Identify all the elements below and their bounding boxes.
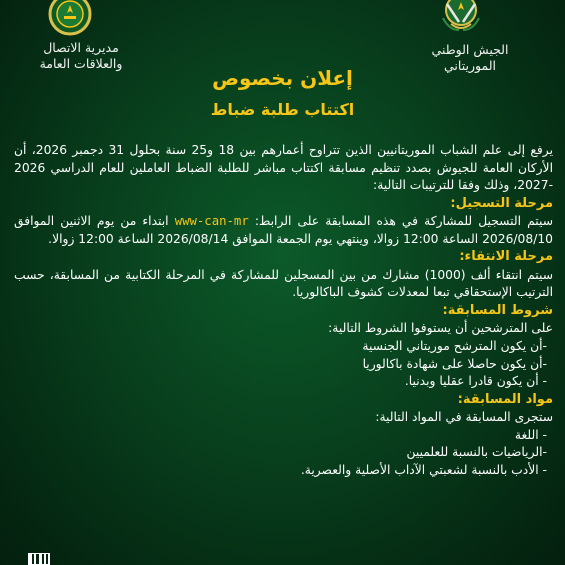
registration-paragraph xyxy=(14,213,553,248)
registration-heading: مرحلة التسجيل: xyxy=(450,195,553,211)
announcement-title: إعلان بخصوص xyxy=(212,66,353,90)
selection-heading: مرحلة الانتقاء: xyxy=(459,249,553,265)
directorate-emblem-icon xyxy=(40,0,100,38)
condition-item: -أن يكون حاصلا على شهادة باكالوريا xyxy=(362,356,547,371)
announcement-body xyxy=(14,142,553,480)
army-name-line-1: الجيش الوطني xyxy=(431,42,509,57)
announcement-subtitle: اكتتاب طلبة ضباط xyxy=(210,100,355,119)
conditions-heading: شروط المسابقة: xyxy=(442,302,553,318)
selection-paragraph: سيتم انتقاء ألف (1000) مشارك من بين المسجلين للمشاركة في المرحلة الكتابية من المسابقة، حسب الترتيب الإستحقاقي تبعا لمعدلات كشوف الباكالوريا. xyxy=(14,267,554,300)
directorate-name-line-1: مديرية الاتصال xyxy=(43,40,119,55)
registration-link[interactable]: www-can-mr xyxy=(174,214,249,229)
condition-item: - أن يكون قادرا عقليا وبدنيا. xyxy=(404,374,547,389)
subjects-heading: مواد المسابقة: xyxy=(457,391,553,407)
subject-item: - اللغة xyxy=(514,427,547,442)
army-name-line-2: الموريتاني xyxy=(444,58,496,73)
subjects-intro: ستجرى المسابقة في المواد التالية: xyxy=(375,410,553,425)
condition-item: -أن يكون المترشح موريتاني الجنسية xyxy=(362,338,547,353)
subject-item: -الرياضيات بالنسبة للعلميين xyxy=(406,445,547,460)
qr-code-icon xyxy=(28,553,50,565)
conditions-intro: على المترشحين أن يستوفوا الشروط التالية: xyxy=(328,321,553,336)
subject-item: - الأدب بالنسبة لشعبتي الآداب الأصلية والعصرية. xyxy=(300,462,547,477)
intro-paragraph: يرفع إلى علم الشباب الموريتانيين الذين تتراوح أعمارهم بين 18 و25 سنة بحلول 31 دجمبر 2026، أن الأركان العامة للجيوش بصدد تنظيم مسابقة اكتتاب مباشر للطلبة الضباط العاملين للعام الدراسي 2026 -2027، وذلك وفقا للترتيبات التالية: xyxy=(14,143,553,193)
directorate-name-line-2: والعلاقات العامة xyxy=(39,56,123,71)
army-emblem-icon xyxy=(429,0,493,36)
registration-text-before-link: سيتم التسجيل للمشاركة في هذه المسابقة على الرابط: xyxy=(254,214,553,229)
registration-text-after-link: ابتداء من يوم الاثنين الموافق 2026/08/10 الساعة 12:00 زوالا، وينتهي يوم الجمعة الموافق 2026/08/14 الساعة 12:00 زوالا. xyxy=(14,214,553,246)
